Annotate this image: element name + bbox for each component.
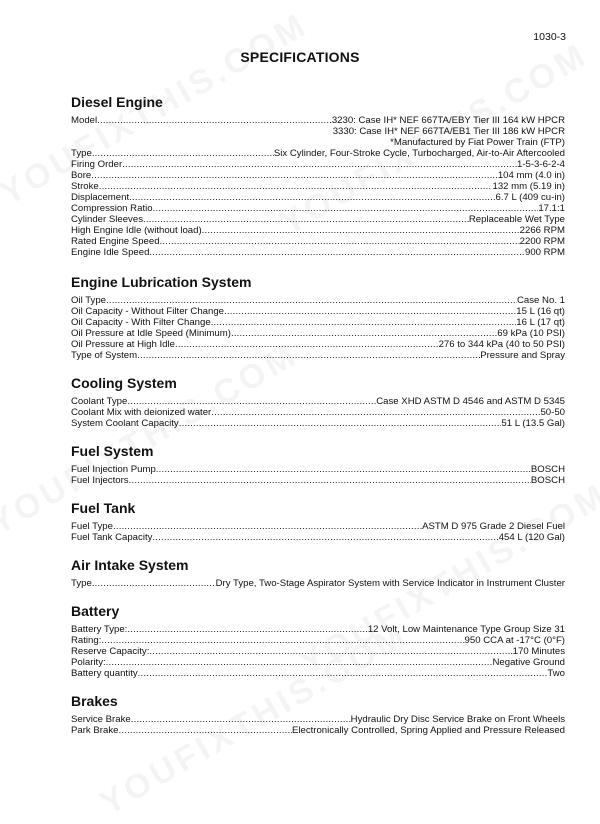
- spec-label: Polarity:: [71, 657, 106, 668]
- section-heading: Fuel System: [71, 443, 154, 459]
- dot-leader: [127, 396, 376, 407]
- spec-row: [71, 306, 565, 317]
- spec-label: Fuel Tank Capacity: [71, 532, 153, 543]
- dot-leader: [113, 521, 422, 532]
- spec-value: 6.7 L (409 cu-in): [495, 192, 565, 203]
- dot-leader: [175, 339, 439, 350]
- spec-label: Bore: [71, 170, 92, 181]
- dot-leader: [97, 115, 332, 126]
- spec-section: [71, 691, 565, 736]
- dot-leader: [231, 328, 497, 339]
- spec-row: [71, 148, 565, 159]
- page-title: SPECIFICATIONS: [240, 49, 360, 65]
- spec-label: Fuel Injection Pump: [71, 464, 156, 475]
- spec-section: [71, 601, 565, 679]
- dot-leader: [92, 148, 274, 159]
- dot-leader: [127, 624, 367, 635]
- spec-value: 132 mm (5.19 in): [492, 181, 565, 192]
- spec-row: [71, 203, 565, 214]
- dot-leader: [138, 668, 548, 679]
- dot-leader: [153, 203, 539, 214]
- dot-leader: [91, 170, 498, 181]
- spec-label: Reserve Capacity:: [71, 646, 150, 657]
- spec-label: Type of System: [71, 350, 138, 361]
- spec-value: Negative Ground: [492, 657, 565, 668]
- spec-section: [71, 555, 565, 589]
- spec-section: [71, 498, 565, 543]
- page-number: 1030-3: [533, 31, 566, 43]
- dot-leader: [143, 214, 469, 225]
- dot-leader: [149, 247, 525, 258]
- spec-value: Six Cylinder, Four-Stroke Cycle, Turbocharged, Air-to-Air Aftercooled: [273, 148, 565, 159]
- spec-section: [71, 441, 565, 486]
- spec-label: Rated Engine Speed: [71, 236, 160, 247]
- spec-row: [71, 714, 565, 725]
- spec-row: [71, 521, 565, 532]
- spec-section: [71, 373, 565, 429]
- spec-row: [71, 578, 565, 589]
- dot-leader: [211, 317, 517, 328]
- spec-row: [71, 350, 565, 361]
- dot-leader: [137, 350, 480, 361]
- spec-label: Park Brake: [71, 725, 119, 736]
- spec-label: Fuel Injectors: [71, 475, 129, 486]
- dot-leader: [149, 646, 512, 657]
- spec-label: Coolant Type: [71, 396, 128, 407]
- spec-value: 15 L (16 qt): [516, 306, 565, 317]
- spec-value: 900 RPM: [525, 247, 565, 258]
- spec-row: [71, 328, 565, 339]
- spec-label: Compression Ratio: [71, 203, 153, 214]
- dot-leader: [118, 725, 291, 736]
- dot-leader: [129, 475, 531, 486]
- spec-label: Battery quantity: [71, 668, 138, 679]
- spec-value: 276 to 344 kPa (40 to 50 PSI): [438, 339, 565, 350]
- section-heading: Air Intake System: [71, 557, 189, 573]
- spec-value: Case No. 1: [517, 295, 565, 306]
- spec-value: 51 L (13.5 Gal): [501, 418, 565, 429]
- dot-leader: [224, 306, 516, 317]
- spec-label: Oil Capacity - Without Filter Change: [71, 306, 225, 317]
- spec-value: Case XHD ASTM D 4546 and ASTM D 5345: [376, 396, 565, 407]
- spec-label: Stroke: [71, 181, 99, 192]
- dot-leader: [179, 418, 502, 429]
- spec-rows: [71, 115, 565, 258]
- spec-row: [71, 339, 565, 350]
- spec-label: Oil Pressure at Idle Speed (Minimum): [71, 328, 231, 339]
- spec-value: Two: [547, 668, 565, 679]
- spec-value: 17.1:1: [538, 203, 565, 214]
- dot-leader: [106, 295, 517, 306]
- spec-row: [71, 532, 565, 543]
- spec-value: 454 L (120 Gal): [498, 532, 565, 543]
- spec-value: 104 mm (4.0 in): [497, 170, 565, 181]
- dot-leader: [152, 532, 498, 543]
- spec-rows: [71, 578, 565, 589]
- spec-row: [71, 725, 565, 736]
- section-heading: Diesel Engine: [71, 94, 163, 110]
- spec-row: [71, 317, 565, 328]
- dot-leader: [202, 225, 520, 236]
- spec-value: BOSCH: [530, 475, 565, 486]
- spec-label: Service Brake: [71, 714, 131, 725]
- spec-label: Fuel Type: [71, 521, 113, 532]
- spec-value: 12 Volt, Low Maintenance Type Group Size 31: [367, 624, 565, 635]
- spec-label: Oil Type: [71, 295, 107, 306]
- spec-row: [71, 418, 565, 429]
- spec-rows: [71, 464, 565, 486]
- spec-row: [71, 192, 565, 203]
- spec-row: [71, 181, 565, 192]
- spec-row: [71, 115, 565, 126]
- spec-label: Firing Order: [71, 159, 123, 170]
- section-heading: Cooling System: [71, 375, 177, 391]
- spec-value: 950 CCA at -17°C (0°F): [464, 635, 565, 646]
- spec-row: [71, 646, 565, 657]
- spec-label: High Engine Idle (without load): [71, 225, 202, 236]
- spec-value-continuation: *Manufactured by Fiat Power Train (FTP): [390, 137, 565, 148]
- spec-value: BOSCH: [530, 464, 565, 475]
- dot-leader: [99, 181, 493, 192]
- spec-label: Battery Type:: [71, 624, 128, 635]
- spec-row: [71, 225, 565, 236]
- spec-value: Hydraulic Dry Disc Service Brake on Front Wheels: [350, 714, 565, 725]
- spec-row: [71, 624, 565, 635]
- spec-label: Model: [71, 115, 98, 126]
- spec-section: [71, 92, 565, 258]
- section-heading: Battery: [71, 603, 120, 619]
- spec-label: Engine Idle Speed: [71, 247, 150, 258]
- spec-label: Cylinder Sleeves: [71, 214, 143, 225]
- dot-leader: [122, 159, 517, 170]
- spec-value: 170 Minutes: [512, 646, 565, 657]
- spec-content: [71, 80, 565, 736]
- dot-leader: [131, 714, 351, 725]
- spec-value: Dry Type, Two-Stage Aspirator System with Service Indicator in Instrument Cluster: [215, 578, 565, 589]
- spec-row: [71, 295, 565, 306]
- dot-leader: [129, 192, 495, 203]
- dot-leader: [92, 578, 216, 589]
- spec-value: 2266 RPM: [519, 225, 565, 236]
- spec-label: Type: [71, 578, 92, 589]
- spec-row: [71, 635, 565, 646]
- section-heading: Engine Lubrication System: [71, 274, 252, 290]
- spec-row: [71, 464, 565, 475]
- spec-value: 1-5-3-6-2-4: [517, 159, 565, 170]
- spec-row: [71, 236, 565, 247]
- spec-value: 16 L (17 qt): [516, 317, 565, 328]
- section-heading: Fuel Tank: [71, 500, 136, 516]
- spec-value: Replaceable Wet Type: [468, 214, 565, 225]
- spec-rows: [71, 295, 565, 361]
- spec-row: [71, 170, 565, 181]
- dot-leader: [106, 657, 493, 668]
- spec-label: Coolant Mix with deionized water: [71, 407, 212, 418]
- spec-row: [71, 407, 565, 418]
- spec-label: Type: [71, 148, 92, 159]
- spec-value: 3230: Case IH* NEF 667TA/EBY Tier III 164 kW HPCR: [331, 115, 565, 126]
- spec-label: Displacement: [71, 192, 130, 203]
- spec-rows: [71, 396, 565, 429]
- dot-leader: [101, 635, 464, 646]
- spec-row: [71, 657, 565, 668]
- spec-rows: [71, 521, 565, 543]
- spec-value: 2200 RPM: [519, 236, 565, 247]
- spec-value: Electronically Controlled, Spring Applied and Pressure Released: [291, 725, 565, 736]
- spec-label: Rating:: [71, 635, 102, 646]
- spec-row: [71, 668, 565, 679]
- spec-label: System Coolant Capacity: [71, 418, 179, 429]
- spec-row: [71, 159, 565, 170]
- spec-value: ASTM D 975 Grade 2 Diesel Fuel: [422, 521, 565, 532]
- spec-row: [71, 475, 565, 486]
- section-heading: Brakes: [71, 693, 118, 709]
- spec-value: 69 kPa (10 PSI): [497, 328, 565, 339]
- dot-leader: [211, 407, 540, 418]
- spec-section: [71, 272, 565, 361]
- spec-label: Oil Capacity - With Filter Change: [71, 317, 211, 328]
- spec-value: 50-50: [540, 407, 565, 418]
- spec-value-continuation: 3330: Case IH* NEF 667TA/EB1 Tier III 186 kW HPCR: [332, 126, 565, 137]
- spec-rows: [71, 624, 565, 679]
- spec-row: [71, 247, 565, 258]
- dot-leader: [156, 464, 531, 475]
- spec-rows: [71, 714, 565, 736]
- spec-value: Pressure and Spray: [480, 350, 565, 361]
- spec-label: Oil Pressure at High Idle: [71, 339, 175, 350]
- spec-row: [71, 214, 565, 225]
- dot-leader: [160, 236, 520, 247]
- spec-row: [71, 396, 565, 407]
